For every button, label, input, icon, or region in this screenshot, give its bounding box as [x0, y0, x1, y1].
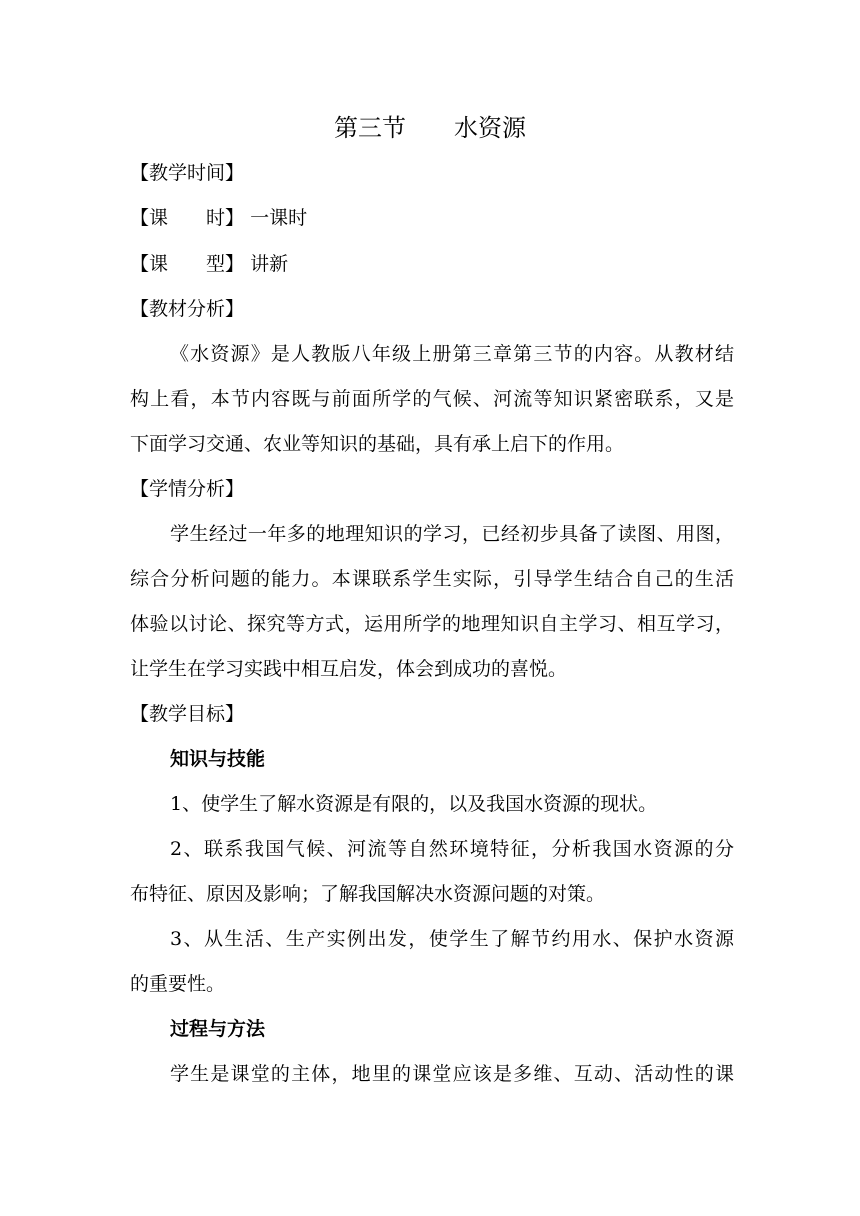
material-analysis-line: 《水资源》是人教版八年级上册第三章第三节的内容。从教材结 [170, 343, 734, 365]
process-methods-line: 学生是课堂的主体，地里的课堂应该是多维、互动、活动性的课 [170, 1063, 734, 1085]
student-analysis-line: 让学生在学习实践中相互启发，体会到成功的喜悦。 [130, 658, 568, 680]
goal-item-3-line: 3、从生活、生产实例出发，使学生了解节约用水、保护水资源 [170, 928, 734, 950]
student-analysis-line: 综合分析问题的能力。本课联系学生实际，引导学生结合自己的生活 [130, 568, 734, 590]
process-methods-heading: 过程与方法 [170, 1018, 266, 1040]
class-hours-row [130, 205, 734, 231]
goal-item-1: 1、使学生了解水资源是有限的，以及我国水资源的现状。 [170, 793, 658, 815]
class-hours-value: 一课时 [250, 207, 308, 229]
class-type-label: 【课 型】 [130, 253, 245, 275]
student-analysis-heading: 【学情分析】 [130, 478, 245, 500]
knowledge-skills-heading: 知识与技能 [170, 748, 266, 770]
material-analysis-heading: 【教材分析】 [130, 298, 245, 320]
class-type-row [130, 251, 734, 277]
class-type-value: 讲新 [250, 253, 289, 275]
goal-item-3-line: 的重要性。 [130, 973, 226, 995]
goal-item-2-line: 布特征、原因及影响；了解我国解决水资源问题的对策。 [130, 883, 606, 905]
material-analysis-line: 构上看，本节内容既与前面所学的气候、河流等知识紧密联系，又是 [130, 388, 734, 410]
teaching-goals-heading: 【教学目标】 [130, 703, 245, 725]
class-hours-label: 【课 时】 [130, 207, 245, 229]
page-title: 第三节 水资源 [334, 114, 526, 142]
goal-item-2-line: 2、联系我国气候、河流等自然环境特征，分析我国水资源的分 [170, 838, 734, 860]
student-analysis-line: 学生经过一年多的地理知识的学习，已经初步具备了读图、用图， [170, 523, 734, 545]
teaching-time-label: 【教学时间】 [130, 162, 245, 184]
student-analysis-line: 体验以讨论、探究等方式，运用所学的地理知识自主学习、相互学习， [130, 613, 734, 635]
material-analysis-line: 下面学习交通、农业等知识的基础，具有承上启下的作用。 [130, 433, 625, 455]
